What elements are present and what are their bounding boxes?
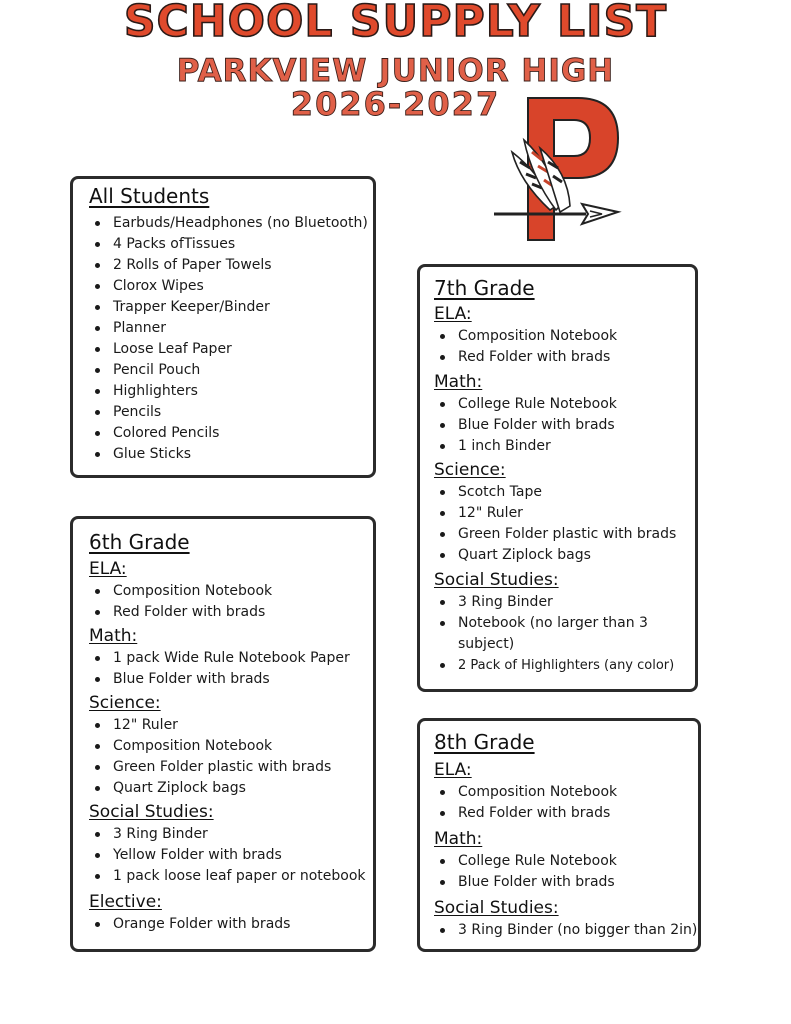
grade6-elective-label: Elective: [89,892,162,912]
grade6-heading: 6th Grade [89,530,190,554]
list-item: Scotch Tape [434,482,695,503]
list-item: Highlighters [89,381,373,402]
list-item: Notebook (no larger than 3 subject) [434,613,678,655]
list-item: Glue Sticks [89,444,373,465]
all-students-list [89,213,373,465]
list-item: Colored Pencils [89,423,373,444]
grade8-social-list [434,920,698,941]
list-item: Blue Folder with brads [434,415,695,436]
school-logo [490,90,630,250]
list-item: 2 Rolls of Paper Towels [89,255,373,276]
list-item: Red Folder with brads [434,803,698,824]
grade8-ela-label: ELA: [434,760,472,780]
list-item: 1 pack Wide Rule Notebook Paper [89,648,373,669]
list-item: 3 Ring Binder (no bigger than 2in) [434,920,698,941]
school-name: PARKVIEW JUNIOR HIGH [176,53,615,89]
grade6-box [70,516,376,952]
grade7-social-list [434,592,678,676]
grade7-ela-label: ELA: [434,304,472,324]
grade7-science-list [434,482,695,566]
list-item: Composition Notebook [434,326,695,347]
grade6-science-list [89,715,373,799]
grade6-math-list [89,648,373,690]
grade8-heading: 8th Grade [434,730,535,754]
list-item: Quart Ziplock bags [89,778,373,799]
list-item: Quart Ziplock bags [434,545,695,566]
list-item: Trapper Keeper/Binder [89,297,373,318]
grade7-box [417,264,698,692]
grade8-ela-list [434,782,698,824]
list-item: Composition Notebook [89,736,373,757]
grade6-social-label: Social Studies: [89,802,214,822]
all-students-box [70,176,376,478]
list-item: Red Folder with brads [89,602,373,623]
list-item: 1 inch Binder [434,436,695,457]
grade7-social-label: Social Studies: [434,570,559,590]
list-item: Green Folder plastic with brads [89,757,373,778]
list-item: Planner [89,318,373,339]
list-item: 1 pack loose leaf paper or notebook [89,866,373,887]
grade7-math-list [434,394,695,457]
list-item: 3 Ring Binder [434,592,678,613]
grade6-math-label: Math: [89,626,138,646]
list-item: 4 Packs ofTissues [89,234,373,255]
list-item: Yellow Folder with brads [89,845,373,866]
list-item: College Rule Notebook [434,851,698,872]
grade8-social-label: Social Studies: [434,898,559,918]
list-item: Pencil Pouch [89,360,373,381]
list-item: 3 Ring Binder [89,824,373,845]
list-item: College Rule Notebook [434,394,695,415]
all-students-heading: All Students [89,184,210,208]
list-item: Red Folder with brads [434,347,695,368]
grade8-math-label: Math: [434,829,483,849]
grade6-ela-list [89,581,373,623]
grade7-ela-list [434,326,695,368]
grade7-math-label: Math: [434,372,483,392]
grade8-box [417,718,701,952]
list-item: 12" Ruler [89,715,373,736]
list-item: 12" Ruler [434,503,695,524]
grade6-elective-list [89,914,373,935]
list-item: Composition Notebook [89,581,373,602]
letter-p-with-feathered-arrow-logo [490,90,630,250]
school-year: 2026-2027 [290,85,501,123]
grade8-math-list [434,851,698,893]
grade7-heading: 7th Grade [434,276,535,300]
list-item: Pencils [89,402,373,423]
list-item: Orange Folder with brads [89,914,373,935]
list-item: Blue Folder with brads [434,872,698,893]
list-item: Loose Leaf Paper [89,339,373,360]
list-item: Green Folder plastic with brads [434,524,695,545]
list-item: Blue Folder with brads [89,669,373,690]
grade7-science-label: Science: [434,460,506,480]
list-item: 2 Pack of Highlighters (any color) [434,655,678,676]
page-title: SCHOOL SUPPLY LIST [123,0,668,47]
grade6-ela-label: ELA: [89,559,127,579]
list-item: Composition Notebook [434,782,698,803]
grade6-social-list [89,824,373,887]
list-item: Clorox Wipes [89,276,373,297]
list-item: Earbuds/Headphones (no Bluetooth) [89,213,373,234]
grade6-science-label: Science: [89,693,161,713]
